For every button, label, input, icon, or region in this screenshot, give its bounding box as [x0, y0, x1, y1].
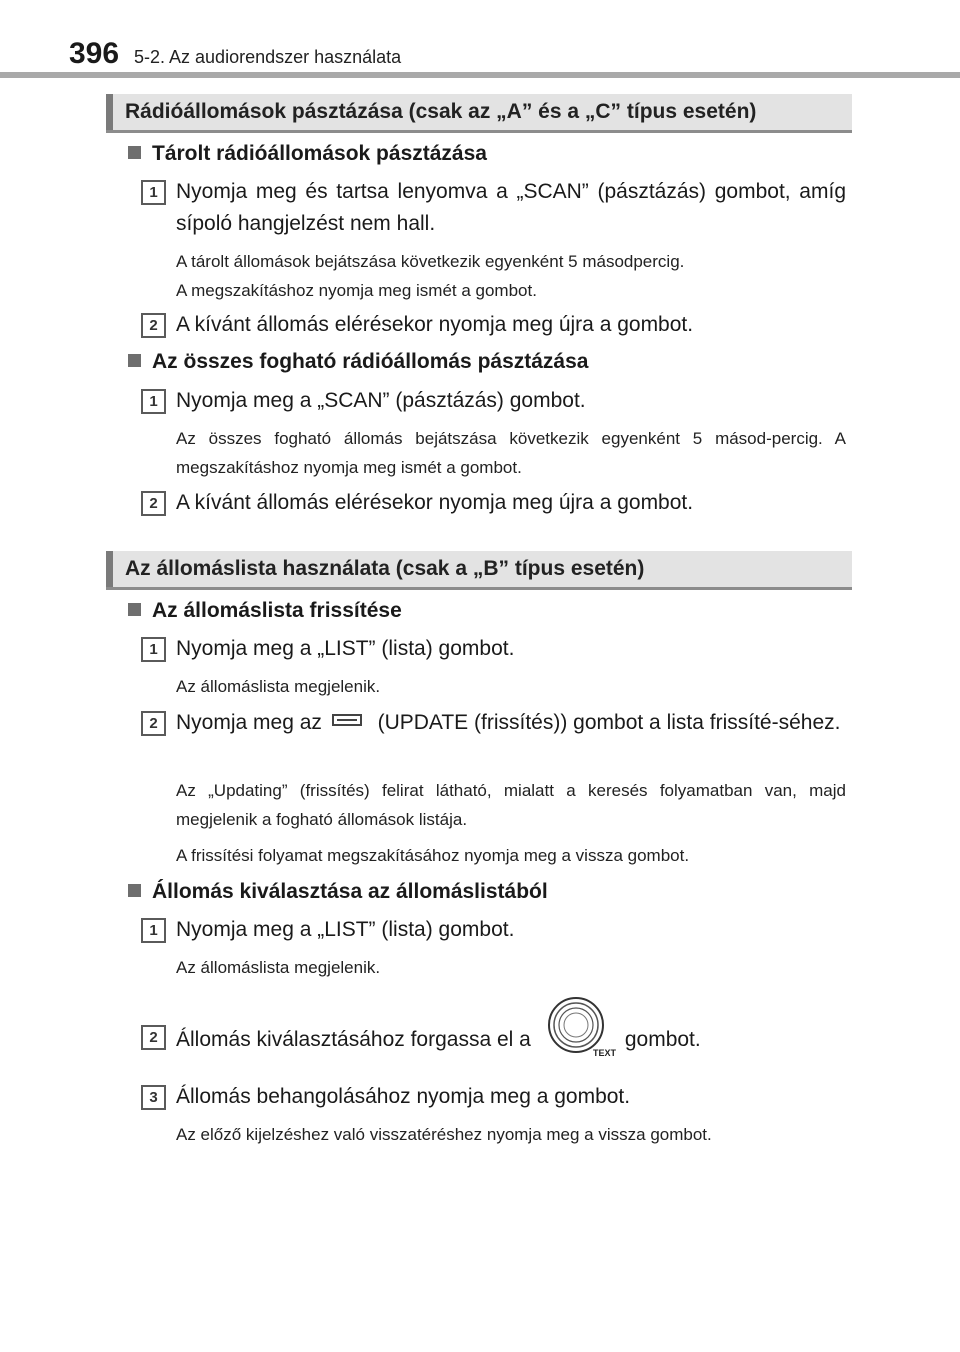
step-text: A kívánt állomás elérésekor nyomja meg újra a gombot. [176, 313, 694, 336]
step-number: 2 [141, 711, 166, 736]
section-title: Rádióállomások pásztázása (csak az „A” és a „C” típus esetén) [125, 100, 757, 123]
section-heading-scan [106, 94, 852, 133]
step-number: 2 [141, 1025, 166, 1050]
square-bullet-icon [128, 603, 141, 616]
step-text: Állomás behangolásához nyomja meg a gombot. [176, 1085, 631, 1108]
page-number: 396 [69, 37, 120, 70]
step-text-part: (UPDATE (frissítés)) gombot a lista frissíté-séhez. [377, 711, 841, 734]
subheading-text: Tárolt rádióállomások pásztázása [152, 142, 487, 165]
step-text-part: Nyomja meg az [176, 711, 322, 734]
step-text-part: gombot. [624, 1028, 701, 1052]
step-text: Nyomja meg a „LIST” (lista) gombot. [176, 918, 515, 941]
section-heading-station-list [106, 551, 852, 590]
step-text: Nyomja meg és tartsa lenyomva a „SCAN” (pásztázás) gombot, amíg sípoló hangjelzést nem hall. [176, 180, 846, 235]
section-accent [106, 551, 113, 587]
section-accent [106, 94, 113, 130]
note-text: Az előző kijelzéshez való visszatéréshez nyomja meg a vissza gombot. [176, 1125, 712, 1144]
step-number: 2 [141, 313, 166, 338]
square-bullet-icon [128, 146, 141, 159]
step-number: 1 [141, 389, 166, 414]
section-title: Az állomáslista használata (csak a „B” típus esetén) [125, 557, 645, 580]
step-number: 1 [141, 637, 166, 662]
step-text: A kívánt állomás elérésekor nyomja meg újra a gombot. [176, 491, 694, 514]
square-bullet-icon [128, 884, 141, 897]
note-text: Az állomáslista megjelenik. [176, 958, 381, 977]
step-text-part: Állomás kiválasztásához forgassa el a [176, 1028, 531, 1052]
update-button-icon [332, 714, 362, 726]
subheading-list-update [128, 597, 402, 625]
step-number: 1 [141, 180, 166, 205]
subheading-all-scan [128, 348, 588, 376]
note-text: Az összes fogható állomás bejátszása következik egyenként 5 másod-percig. A megszakításhoz nyomja meg ismét a gombot. [176, 429, 846, 477]
subheading-station-select [128, 878, 548, 906]
note-text: A tárolt állomások bejátszása következik egyenként 5 másodpercig. [176, 252, 685, 271]
subheading-text: Az összes fogható rádióállomás pásztázása [152, 350, 589, 373]
step-text: Nyomja meg a „LIST” (lista) gombot. [176, 637, 515, 660]
note-text: A megszakításhoz nyomja meg ismét a gombot. [176, 281, 537, 300]
subheading-text: Állomás kiválasztása az állomáslistából [152, 880, 548, 903]
subheading-stored-scan [128, 140, 487, 168]
square-bullet-icon [128, 354, 141, 367]
note-text: Az állomáslista megjelenik. [176, 677, 381, 696]
knob-label: TEXT [592, 1048, 616, 1058]
step-number: 3 [141, 1085, 166, 1110]
step-number: 2 [141, 491, 166, 516]
tune-knob-icon [545, 996, 616, 1085]
note-text: Az „Updating” (frissítés) felirat látható, mialatt a keresés folyamatban van, majd megjelenik a fogható állomások listája. [176, 781, 846, 829]
step-number: 1 [141, 918, 166, 943]
step-text: Nyomja meg a „SCAN” (pásztázás) gombot. [176, 389, 586, 412]
chapter-title: 5-2. Az audiorendszer használata [134, 47, 402, 67]
note-text: A frissítési folyamat megszakításához nyomja meg a vissza gombot. [176, 846, 690, 865]
step-text [176, 707, 846, 739]
subheading-text: Az állomáslista frissítése [152, 599, 402, 622]
header-divider [0, 72, 960, 78]
step-text [176, 996, 846, 1085]
